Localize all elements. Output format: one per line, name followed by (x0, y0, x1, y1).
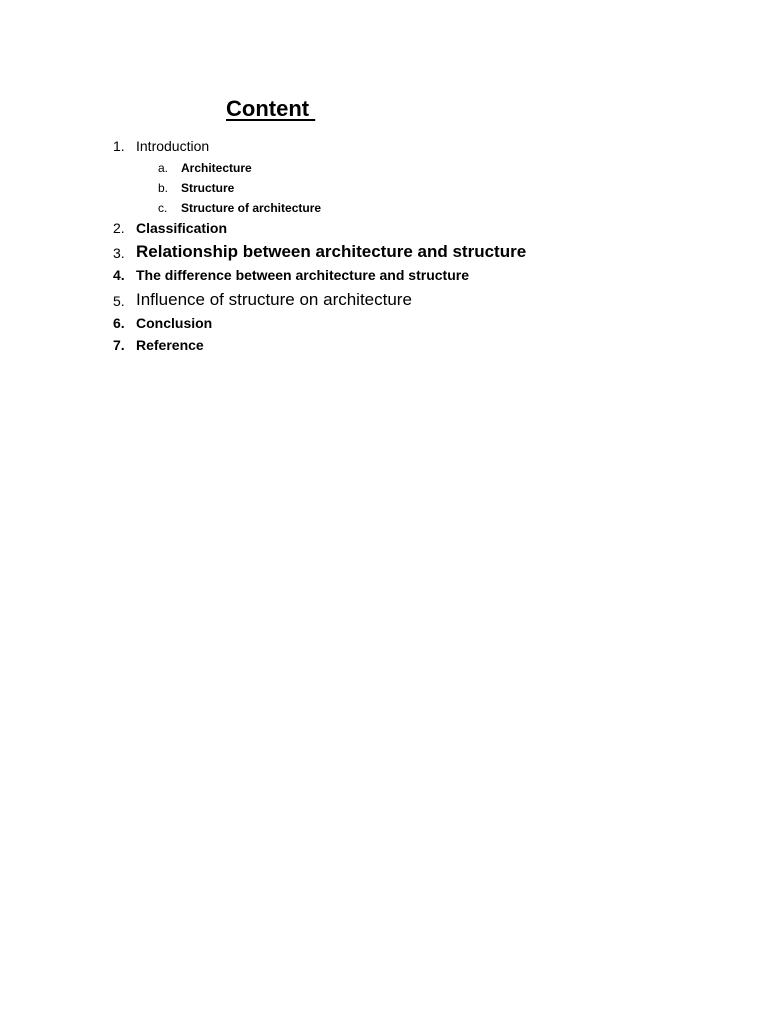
toc-item-number: 5. (113, 293, 125, 309)
toc-subitem-letter: a. (158, 161, 169, 175)
page-title: Content (226, 96, 316, 121)
toc-item-label: Classification (136, 220, 228, 236)
toc-subitem-letter: b. (158, 181, 169, 195)
toc-item-number: 2. (113, 220, 125, 236)
toc-subitem-label: Structure (181, 181, 235, 195)
toc-item-label: Influence of structure on architecture (136, 290, 412, 309)
toc-item-number: 4. (113, 267, 125, 283)
toc-item-label: Relationship between architecture and structure (136, 242, 527, 261)
toc-item-number: 7. (113, 337, 125, 353)
toc-subitem-letter: c. (158, 201, 168, 215)
toc-item-number: 1. (113, 138, 125, 154)
toc-subitem-label: Architecture (181, 161, 252, 175)
toc-item-number: 6. (113, 315, 125, 331)
toc-item-label: The difference between architecture and structure (136, 267, 469, 283)
toc-item-label: Conclusion (136, 315, 213, 331)
toc-subitem-label: Structure of architecture (181, 201, 322, 215)
toc-item-number: 3. (113, 245, 125, 261)
toc-item-label: Introduction (136, 138, 210, 154)
toc-item-label: Reference (136, 337, 204, 353)
